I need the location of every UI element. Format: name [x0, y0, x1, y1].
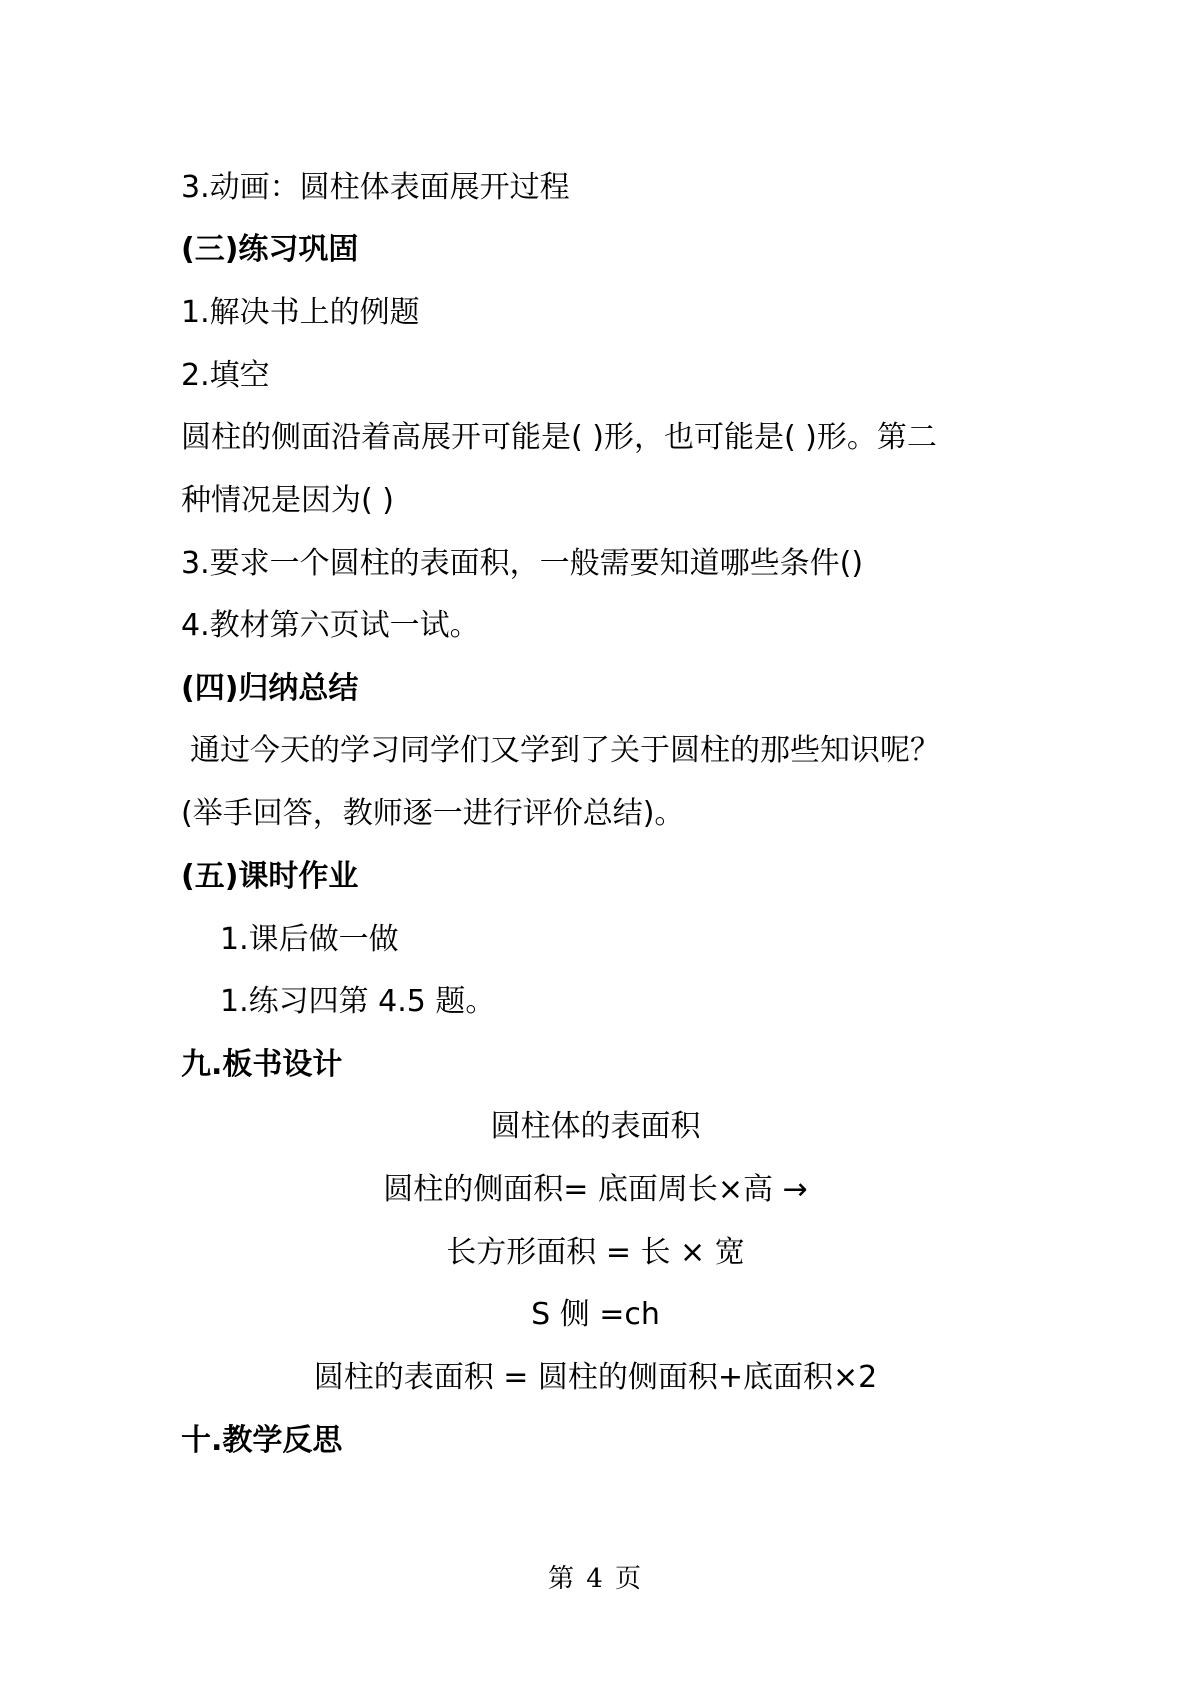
formula-line: 长方形面积 = 长 × 宽 — [446, 1235, 745, 1270]
text-line: 3.要求一个圆柱的表面积，一般需要知道哪些条件() — [181, 546, 864, 581]
section-heading: (三)练习巩固 — [181, 232, 359, 267]
section-heading: (五)课时作业 — [181, 859, 359, 894]
text-line: 1.练习四第 4.5 题。 — [220, 984, 496, 1019]
text-line: 圆柱的侧面沿着高展开可能是( )形，也可能是( )形。第二 — [181, 420, 937, 455]
text-line: 2.填空 — [181, 358, 270, 393]
section-heading: 十.教学反思 — [181, 1423, 343, 1458]
formula-line: S 侧 =ch — [531, 1297, 660, 1332]
board-title: 圆柱体的表面积 — [490, 1109, 701, 1144]
text-line: 4.教材第六页试一试。 — [181, 608, 480, 643]
text-line: 1.解决书上的例题 — [181, 295, 420, 330]
page-number: 第 4 页 — [547, 1564, 644, 1594]
formula-line: 圆柱的表面积 = 圆柱的侧面积+底面积×2 — [313, 1360, 878, 1395]
text-line: 种情况是因为( ) — [181, 483, 394, 518]
text-line: 1.课后做一做 — [220, 922, 399, 957]
text-line: 3.动画：圆柱体表面展开过程 — [181, 170, 570, 205]
formula-line: 圆柱的侧面积= 底面周长×高 → — [383, 1172, 808, 1207]
text-line: 通过今天的学习同学们又学到了关于圆柱的那些知识呢？ — [190, 733, 940, 768]
section-heading: 九.板书设计 — [181, 1047, 343, 1082]
text-line: (举手回答，教师逐一进行评价总结)。 — [181, 796, 685, 831]
section-heading: (四)归纳总结 — [181, 671, 359, 706]
